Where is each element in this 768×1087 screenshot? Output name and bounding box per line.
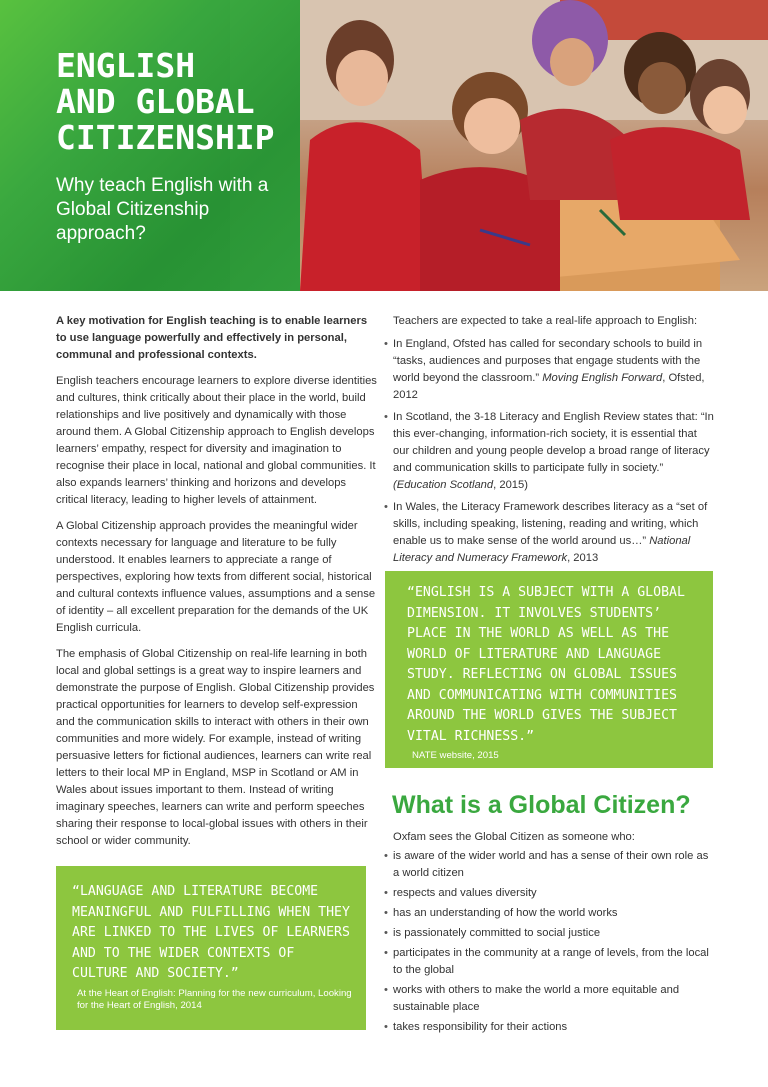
global-citizen-section [385,829,717,1039]
page-title: ENGLISH AND GLOBAL CITIZENSHIP [56,46,275,157]
quote-source: At the Heart of English: Planning for the new curriculum, Looking for the Heart of English, 2014 [77,987,352,1011]
body-paragraph: A Global Citizenship approach provides the meaningful wider contexts necessary for language and literature to be fully understood. It enables learners to appreciate a range of perspectives, exploring how texts from different social, historical and cultural contexts influence values, assumptions and a sense of identity – all excellent preparation for the demands of the UK English curricula. [56,520,376,634]
quote-source: NATE website, 2015 [412,750,499,761]
list-item: • works with others to make the world a more equitable and sustainable place [385,982,717,1016]
global-citizen-heading: What is a Global Citizen? [392,791,691,819]
quote-text: “LANGUAGE AND LITERATURE BECOME MEANINGFUL AND FULFILLING WHEN THEY ARE LINKED TO THE LIVES OF LEARNERS AND TO THE WIDER CONTEXTS OF CULTURE AND SOCIETY.” [72,884,350,981]
right-intro: Teachers are expected to take a real-life approach to English: [393,315,698,327]
global-citizen-list [385,848,717,1036]
body-paragraph: English teachers encourage learners to explore diverse identities and cultures, think critically about their place in the world, build relationships and live positively and dynamically with those around them. A Global Citizenship approach to English develops learners’ empathy, respect for diversity and imagination to recognise their place in local, national and global communities. It also expands learners’ thinking and horizons and develops critical literacy, leading to higher levels of attainment. [56,375,377,506]
children-illustration [300,0,768,291]
quote-text: “ENGLISH IS A SUBJECT WITH A GLOBAL DIMENSION. IT INVOLVES STUDENTS’ PLACE IN THE WORLD AS WELL AS THE WORLD OF LITERATURE AND LANGUAGE STUDY. REFLECTING ON GLOBAL ISSUES AND COMMUNICATING WITH COMMUNITIES AROUND THE WORLD GIVES THE SUBJECT VITAL RICHNESS.” [407,585,685,744]
list-item: • is passionately committed to social justice [385,925,717,942]
body-paragraph: The emphasis of Global Citizenship on real-life learning in both local and global settings is a great way to inspire learners and demonstrate the purpose of English. Global Citizenship provides practical opportunities for learners to develop self-expression and the communication skills to interact with others in their own communities and more widely. For example, instead of writing persuasive letters for fictional audiences, learners can write real letters to their local MP in England, MSP in Scotland or AM in Wales about issues important to them. Instead of writing imaginary speeches, learners can write and perform speeches sharing their response to local-global issues with others in their school or wider community. [56,648,375,847]
global-citizen-intro: Oxfam sees the Global Citizen as someone who: [393,831,635,843]
list-item: • has an understanding of how the world works [385,905,717,922]
heart-of-english-quote-box [56,866,366,1030]
list-item: • takes responsibility for their actions [385,1019,717,1036]
list-item: • In England, Ofsted has called for secondary schools to build in “tasks, audiences and purposes that engage students with the world beyond the classroom.” Moving English Forward, Ofsted, 2012 [385,336,715,404]
policy-list [385,336,715,567]
list-item: • In Wales, the Literacy Framework describes literacy as a “set of skills, including speaking, listening, reading and writing, which enable us to make sense of the world around us…” National Literacy and Numeracy Framework, 2013 [385,499,715,567]
list-item: • respects and values diversity [385,885,717,902]
page-subtitle: Why teach English with a Global Citizenship approach? [56,175,269,244]
list-item: • In Scotland, the 3-18 Literacy and English Review states that: “In this ever-changing, information-rich society, it is essential that our children and young people develop a broad range of literacy and communication skills to participate fully in society.” (Education Scotland, 2015) [385,409,715,494]
lead-paragraph: A key motivation for English teaching is to enable learners to use language powerfully and effectively in personal, communal and professional contexts. [56,315,368,361]
nate-quote-box [385,571,713,768]
left-column [56,313,378,859]
list-item: • participates in the community at a range of levels, from the local to the global [385,945,717,979]
right-column [385,313,715,572]
list-item: • is aware of the wider world and has a sense of their own role as a world citizen [385,848,717,882]
header-banner [0,0,768,291]
children-photo [300,0,768,291]
